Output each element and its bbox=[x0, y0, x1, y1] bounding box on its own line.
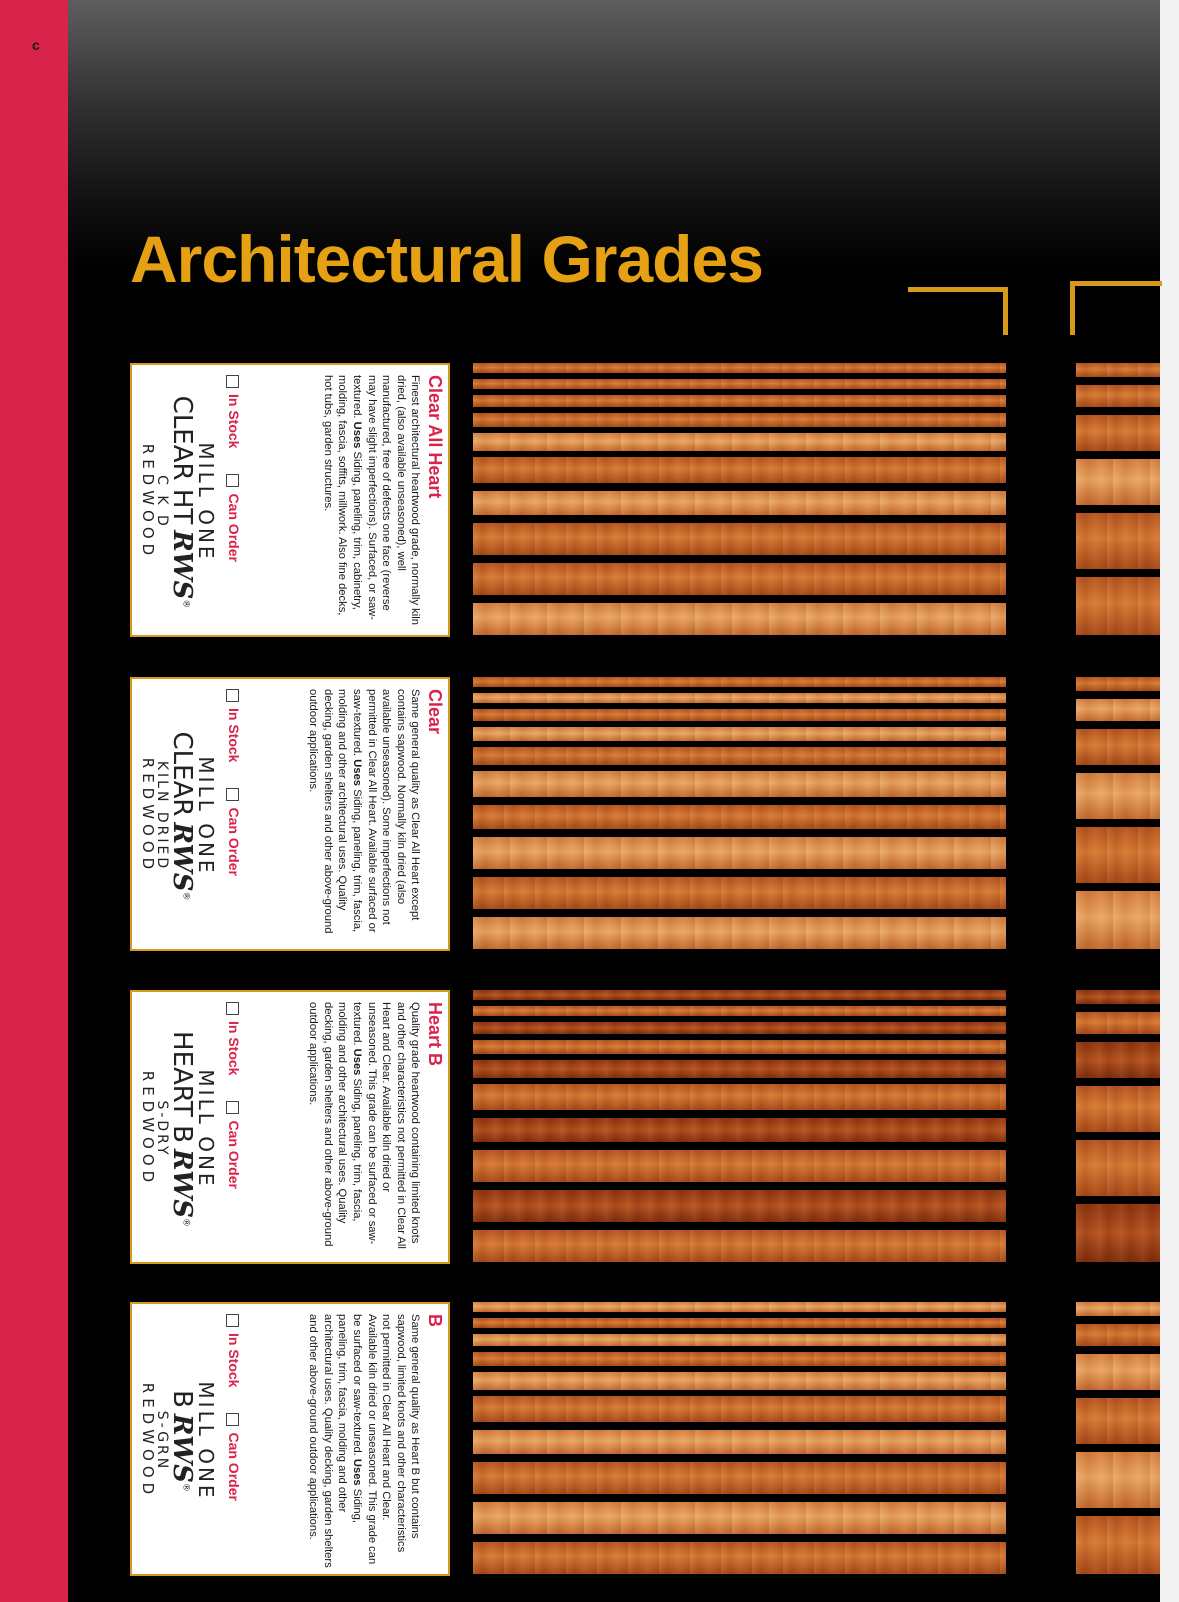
checkbox-icon[interactable] bbox=[226, 1314, 239, 1327]
stamp-mill: MILL ONE bbox=[194, 1069, 218, 1189]
wood-plank bbox=[1076, 1086, 1160, 1132]
stamp-grade: CLEAR bbox=[167, 731, 197, 817]
grade-card-heart-b bbox=[130, 990, 450, 1264]
uses-text: Siding, paneling, trim, fascia, molding and other architectural uses. Quality decking, garden shelters and other above-ground outdoor applications. bbox=[307, 1002, 363, 1247]
stamp-grade-line bbox=[169, 992, 195, 1266]
wood-plank bbox=[1076, 1398, 1160, 1444]
grade-description-text: Finest architectural heartwood grade, normally kiln dried, (also available unseasoned), well manufactured, free of defects one face (reverse may have slight imperfections). Surfaced, or saw-textured. bbox=[350, 375, 422, 625]
wood-plank bbox=[1076, 773, 1160, 819]
wood-plank bbox=[1076, 1516, 1160, 1574]
wood-plank bbox=[473, 917, 1006, 949]
stamp-grade-line bbox=[169, 1304, 195, 1578]
wood-plank bbox=[473, 1040, 1006, 1054]
wood-plank bbox=[1076, 1354, 1160, 1390]
grade-description-text: Quality grade heartwood containing limited knots and other characteristics not permitted in Clear All Heart and Clear. Available kiln dried or unseasoned. This grade can be surfaced or saw-textured. bbox=[350, 1002, 422, 1249]
wood-plank bbox=[473, 1542, 1006, 1574]
grade-description bbox=[320, 375, 422, 629]
stamp-seasoning: C K D bbox=[154, 475, 170, 529]
wood-plank bbox=[473, 603, 1006, 635]
wood-plank bbox=[473, 877, 1006, 909]
checkbox-icon[interactable] bbox=[226, 1002, 239, 1015]
grade-description bbox=[306, 1314, 423, 1568]
wood-plank bbox=[473, 491, 1006, 515]
grade-name: Clear All Heart bbox=[425, 375, 445, 499]
rws-logo: RWS bbox=[167, 530, 197, 600]
wood-plank bbox=[473, 1190, 1006, 1222]
grade-description-text: Same general quality as Heart B but contains sapwood, limited knots and other characteristics not permitted in Clear All Heart and Clear. Available kiln dried or unseasoned. This grade can be surfaced or saw-textured. bbox=[350, 1314, 422, 1565]
wood-plank bbox=[473, 1462, 1006, 1494]
wood-plank bbox=[473, 727, 1006, 741]
checkbox-icon[interactable] bbox=[226, 1101, 239, 1114]
grade-description bbox=[306, 1002, 423, 1256]
rws-logo: RWS bbox=[167, 1413, 197, 1483]
wood-plank bbox=[473, 1352, 1006, 1366]
grade-card-clear-all-heart bbox=[130, 363, 450, 637]
wood-plank bbox=[1076, 1452, 1160, 1508]
can-order-label: Can Order bbox=[226, 1120, 242, 1189]
in-stock-label: In Stock bbox=[226, 394, 242, 449]
uses-label: Uses bbox=[350, 759, 363, 787]
wood-plank bbox=[1076, 990, 1160, 1004]
wood-plank bbox=[473, 1502, 1006, 1534]
wood-plank bbox=[1076, 729, 1160, 765]
rws-logo: RWS bbox=[167, 1148, 197, 1218]
wood-plank bbox=[1076, 385, 1160, 407]
wood-plank bbox=[473, 413, 1006, 427]
wood-sample-heart-b bbox=[473, 990, 1006, 1262]
wood-plank bbox=[473, 1372, 1006, 1390]
availability-row bbox=[226, 1314, 242, 1501]
wood-sample-edge-2 bbox=[1076, 677, 1160, 949]
stamp-species: REDWOOD bbox=[139, 1070, 157, 1188]
wood-plank bbox=[473, 1396, 1006, 1422]
wood-plank bbox=[473, 1318, 1006, 1328]
in-stock-option[interactable] bbox=[226, 1002, 242, 1075]
grade-description-text: Same general quality as Clear All Heart except contains sapwood. Normally kiln dried (also available unseasoned). Some imperfections not permitted in Clear All Heart. Available surfaced or saw-textured. bbox=[350, 689, 422, 933]
wood-plank bbox=[1076, 1204, 1160, 1262]
in-stock-option[interactable] bbox=[226, 375, 242, 448]
stamp-grade: B bbox=[167, 1390, 197, 1408]
wood-plank bbox=[1076, 1012, 1160, 1034]
wood-plank bbox=[473, 1230, 1006, 1262]
in-stock-label: In Stock bbox=[226, 708, 242, 763]
can-order-label: Can Order bbox=[226, 493, 242, 562]
checkbox-icon[interactable] bbox=[226, 375, 239, 388]
can-order-option[interactable] bbox=[226, 788, 242, 875]
availability-row bbox=[226, 375, 242, 562]
stamp-seasoning: KILN DRIED bbox=[154, 760, 170, 872]
grade-name: Heart B bbox=[425, 1002, 445, 1067]
wood-plank bbox=[1076, 577, 1160, 635]
rws-logo: RWS bbox=[167, 822, 197, 892]
availability-row bbox=[226, 1002, 242, 1189]
wood-plank bbox=[1076, 415, 1160, 451]
wood-sample-clear-all-heart bbox=[473, 363, 1006, 635]
wood-plank bbox=[473, 457, 1006, 483]
wood-plank bbox=[1076, 459, 1160, 505]
wood-plank bbox=[473, 677, 1006, 687]
wood-plank bbox=[473, 1302, 1006, 1312]
uses-label: Uses bbox=[350, 1048, 363, 1076]
wood-plank bbox=[473, 837, 1006, 869]
wood-plank bbox=[473, 1060, 1006, 1078]
stamp-grade: HEART B bbox=[167, 1031, 197, 1143]
stamp-mill: MILL ONE bbox=[194, 1381, 218, 1501]
registered-icon: ® bbox=[180, 1217, 191, 1227]
stamp-seasoning: S-DRY bbox=[154, 1100, 170, 1158]
stamp-grade-line bbox=[169, 679, 195, 953]
grade-stamp bbox=[140, 365, 216, 639]
in-stock-option[interactable] bbox=[226, 1314, 242, 1387]
wood-plank bbox=[473, 1006, 1006, 1016]
registered-icon: ® bbox=[180, 1482, 191, 1492]
in-stock-label: In Stock bbox=[226, 1333, 242, 1388]
wood-plank bbox=[473, 805, 1006, 829]
stamp-species: REDWOOD bbox=[139, 1382, 157, 1500]
wood-plank bbox=[1076, 891, 1160, 949]
wood-plank bbox=[1076, 513, 1160, 569]
grade-name: Clear bbox=[425, 689, 445, 735]
wood-plank bbox=[473, 990, 1006, 1000]
wood-plank bbox=[1076, 699, 1160, 721]
stamp-species: REDWOOD bbox=[139, 757, 157, 875]
wood-plank bbox=[473, 379, 1006, 389]
wood-plank bbox=[1076, 1324, 1160, 1346]
page-edge bbox=[1160, 0, 1179, 1602]
stamp-grade: CLEAR HT bbox=[167, 395, 197, 525]
grade-description bbox=[306, 689, 423, 943]
wood-plank bbox=[473, 563, 1006, 595]
checkbox-icon[interactable] bbox=[226, 474, 239, 487]
stamp-mill: MILL ONE bbox=[194, 442, 218, 562]
wood-plank bbox=[473, 1334, 1006, 1346]
uses-label: Uses bbox=[350, 421, 363, 449]
stamp-grade-line bbox=[169, 365, 195, 639]
grade-name: B bbox=[425, 1314, 445, 1327]
grade-card-clear bbox=[130, 677, 450, 951]
can-order-label: Can Order bbox=[226, 807, 242, 876]
can-order-option[interactable] bbox=[226, 1413, 242, 1500]
wood-plank bbox=[1076, 1042, 1160, 1078]
wood-plank bbox=[473, 1430, 1006, 1454]
availability-row bbox=[226, 689, 242, 876]
title-bracket-rule bbox=[908, 287, 1008, 335]
wood-plank bbox=[473, 709, 1006, 721]
uses-text: Siding, paneling, trim, fascia, molding and other architectural uses. Quality decking, garden shelters and other above-ground outdoor applications. bbox=[307, 689, 363, 934]
wood-plank bbox=[473, 395, 1006, 407]
uses-text: Siding, paneling, trim, cabinetry, molding, fascia, soffits, millwork. Also fine decks, hot tubs, garden structures. bbox=[321, 375, 363, 616]
registered-icon: ® bbox=[180, 599, 191, 609]
checkbox-icon[interactable] bbox=[226, 1413, 239, 1426]
wood-plank bbox=[473, 1022, 1006, 1034]
grade-stamp bbox=[140, 992, 216, 1266]
grade-stamp bbox=[140, 679, 216, 953]
checkbox-icon[interactable] bbox=[226, 788, 239, 801]
wood-plank bbox=[1076, 677, 1160, 691]
wood-sample-b bbox=[473, 1302, 1006, 1574]
wood-plank bbox=[1076, 827, 1160, 883]
wood-sample-edge-1 bbox=[1076, 363, 1160, 635]
wood-plank bbox=[1076, 363, 1160, 377]
registered-icon: ® bbox=[180, 891, 191, 901]
wood-plank bbox=[473, 433, 1006, 451]
stamp-seasoning: S-GRN bbox=[154, 1410, 170, 1472]
wood-sample-clear bbox=[473, 677, 1006, 949]
corner-mark: c bbox=[32, 37, 40, 53]
stamp-mill: MILL ONE bbox=[194, 756, 218, 876]
stamp-species: REDWOOD bbox=[139, 443, 157, 561]
wood-plank bbox=[473, 523, 1006, 555]
page-title: Architectural Grades bbox=[130, 222, 763, 296]
can-order-option[interactable] bbox=[226, 474, 242, 561]
can-order-label: Can Order bbox=[226, 1432, 242, 1501]
wood-plank bbox=[473, 1150, 1006, 1182]
wood-plank bbox=[1076, 1302, 1160, 1316]
wood-plank bbox=[1076, 1140, 1160, 1196]
in-stock-option[interactable] bbox=[226, 689, 242, 762]
uses-text: Siding, paneling, trim, fascia, molding and other architectural uses. Quality decking, garden shelters and other above-ground outdoor applications. bbox=[307, 1314, 363, 1568]
in-stock-label: In Stock bbox=[226, 1021, 242, 1076]
wood-plank bbox=[473, 1084, 1006, 1110]
checkbox-icon[interactable] bbox=[226, 689, 239, 702]
red-edge-strip bbox=[0, 0, 68, 1602]
can-order-option[interactable] bbox=[226, 1101, 242, 1188]
wood-plank bbox=[473, 363, 1006, 373]
wood-plank bbox=[473, 1118, 1006, 1142]
uses-label: Uses bbox=[350, 1458, 363, 1486]
wood-sample-edge-3 bbox=[1076, 990, 1160, 1262]
wood-sample-edge-4 bbox=[1076, 1302, 1160, 1574]
grade-stamp bbox=[140, 1304, 216, 1578]
wood-plank bbox=[473, 747, 1006, 765]
wood-plank bbox=[473, 693, 1006, 703]
title-bracket-rule-next bbox=[1070, 281, 1162, 335]
wood-plank bbox=[473, 771, 1006, 797]
grade-card-b bbox=[130, 1302, 450, 1576]
